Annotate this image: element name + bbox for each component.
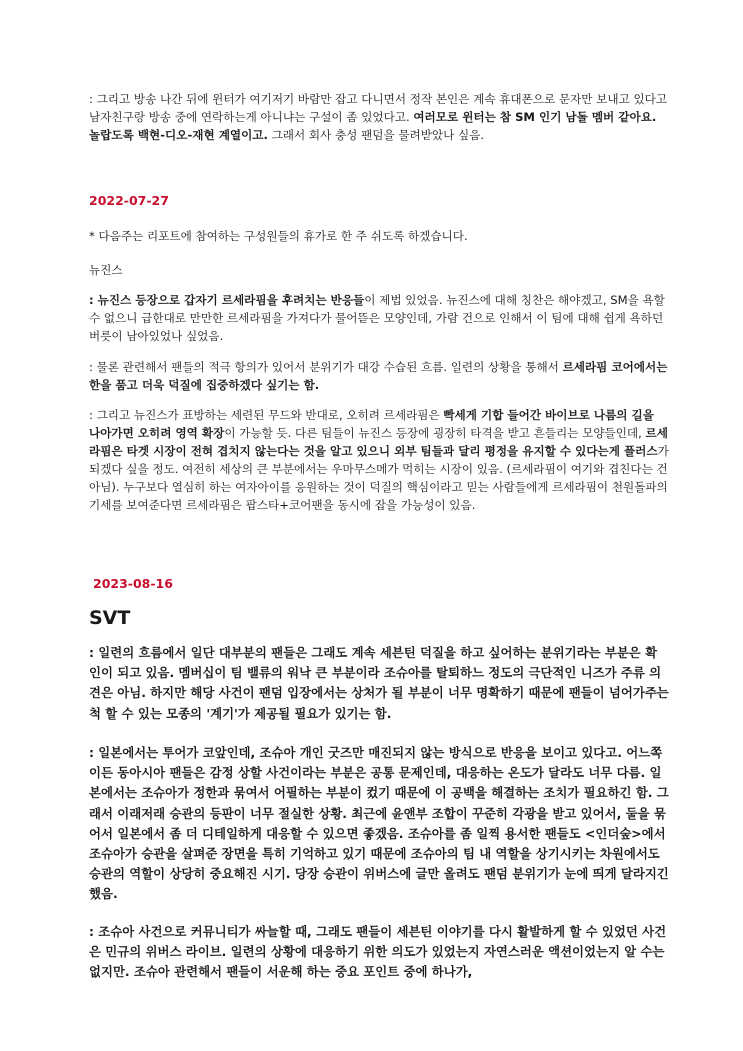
group-label: 뉴진스	[89, 263, 123, 277]
date-2023-08-16: 2023-08-16	[93, 576, 173, 591]
para3-text-c: 이 가능할 듯. 다른 팀들이 뉴진스 등장에 굉장히 타격을 받고 흔들리는 모양들인데,	[224, 426, 646, 440]
para2-emphasis: 르세라핌 코어에서는 한을 품고 더욱 덕질에 집중하겠다 싶기는 함.	[89, 360, 668, 392]
intro-emphasis: 여러모로 윈터는 참 SM 인기 남돌 멤버 같아요. 놀랍도록 백현-디오-재현 계열이고.	[89, 110, 657, 142]
intro-text-end: 그래서 회사 충성 팬덤을 물려받았나 싶음.	[267, 128, 485, 142]
intro-paragraph	[89, 90, 669, 144]
newjeans-paragraph-3	[89, 406, 669, 514]
para2-text: : 물론 관련해서 팬들의 적극 항의가 있어서 분위기가 대강 수습된 흐름. 일련의 상황을 통해서	[89, 360, 563, 374]
section-heading-svt: SVT	[89, 607, 131, 629]
notice-text: * 다음주는 리포트에 참여하는 구성원들의 휴가로 한 주 쉬도록 하겠습니다.	[89, 229, 468, 243]
newjeans-paragraph-2	[89, 358, 669, 394]
newjeans-paragraph-1	[89, 291, 669, 345]
para1-text: 이 제법 있었음. 뉴진스에 대해 칭찬은 해야겠고, SM을 욕할 수 없으니 급한대로 만만한 르세라핌을 가져다가 물어뜯은 모양인데, 가람 건으로 인해서 이 팀에 대해 쉽게 욕하던 버릇이 남아있었나 싶었음.	[89, 293, 665, 343]
svt-paragraph-3: : 조슈아 사건으로 커뮤니티가 싸늘할 때, 그래도 팬들이 세븐틴 이야기를 다시 활발하게 할 수 있었던 사건은 민규의 위버스 라이브. 일련의 상황에 대응하기 위한 의도가 있었는지 자연스러운 액션이었는지 알 수는 없지만. 조슈아 관련해서 팬들이 서운해 하는 중요 포인트 중에 하나가,	[89, 924, 667, 980]
para3-emphasis-d: 르세라핌은 타겟 시장이 전혀 겹치지 않는다는 것을 알고 있으니 외부 팀들과 달리 평정을 유지할 수 있다는게 플러스	[89, 426, 668, 458]
para1-emphasis: : 뉴진스 등장으로 갑자기 르세라핌을 후려치는 반응들	[89, 293, 365, 307]
para3-text-e: 가 되겠다 싶을 정도. 여전히 세상의 큰 부분에서는 우마무스메가 먹히는 시장이 있음. (르세라핌이 여기와 겹친다는 건 아님). 누구보다 열심히 하는 여자아이를 응원하는 것이 덕질의 핵심이라고 믿는 사람들에게 르세라핌이 천원돌파의 기세를 보여준다면 르세라핌은 팝스타+코어팬을 동시에 잡을 가능성이 있음.	[89, 444, 669, 512]
svt-paragraph-2: : 일본에서는 투어가 코앞인데, 조슈아 개인 굿즈만 매진되지 않는 방식으로 반응을 보이고 있다고. 어느쪽이든 동아시아 팬들은 감정 상할 사건이라는 부분은 공통 문제인데, 대응하는 온도가 달라도 너무 다름. 일본에서는 조슈아가 정한과 묶여서 어필하는 부분이 컸기 때문에 이 공백을 해결하는 조치가 필요하긴 함. 그래서 이래저래 승관의 등판이 너무 절실한 상황. 최근에 윤앤부 조합이 꾸준히 각광을 받고 있어서, 둘을 묶어서 일본에서 좀 더 디테일하게 대응할 수 있으면 좋겠음. 조슈아를 좀 일찍 용서한 팬들도 <인더숲>에서 조슈아가 승관을 살펴준 장면을 특히 기억하고 있기 때문에 조슈아의 팀 내 역할을 상기시키는 차원에서도 승관의 역할이 상당히 중요해진 시기. 당장 승관이 위버스에 글만 올려도 팬덤 분위기가 눈에 띄게 달라지긴 했음.	[89, 745, 669, 902]
para3-emphasis-b: 빡세게 기합 들어간 바이브로 나름의 길을 나아가면 오히려 영역 확장	[89, 408, 654, 440]
intro-text: : 그리고 방송 나간 뒤에 윈터가 여기저기 바람만 잡고 다니면서 정작 본인은 계속 휴대폰으로 문자만 보내고 있다고 남자친구랑 방송 중에 연락하는게 아니냐는 구설이 좀 있었다고.	[89, 92, 668, 124]
para3-text-a: : 그리고 뉴진스가 표방하는 세련된 무드와 반대로, 오히려 르세라핌은	[89, 408, 444, 422]
svt-paragraph-1: : 일련의 흐름에서 일단 대부분의 팬들은 그래도 계속 세븐틴 덕질을 하고 싶어하는 분위기라는 부분은 확인이 되고 있음. 멤버십이 팀 밸류의 워낙 큰 부분이라 조슈아를 탈퇴하느 정도의 극단적인 니즈가 주류 의견은 아님. 하지만 해당 사건이 팬덤 입장에서는 상처가 될 부분이 너무 명확하기 때문에 팬들이 넘어가주는 척 할 수 있는 모종의 '계기'가 제공될 필요가 있기는 함.	[89, 645, 669, 721]
date-2022-07-27: 2022-07-27	[89, 193, 169, 208]
